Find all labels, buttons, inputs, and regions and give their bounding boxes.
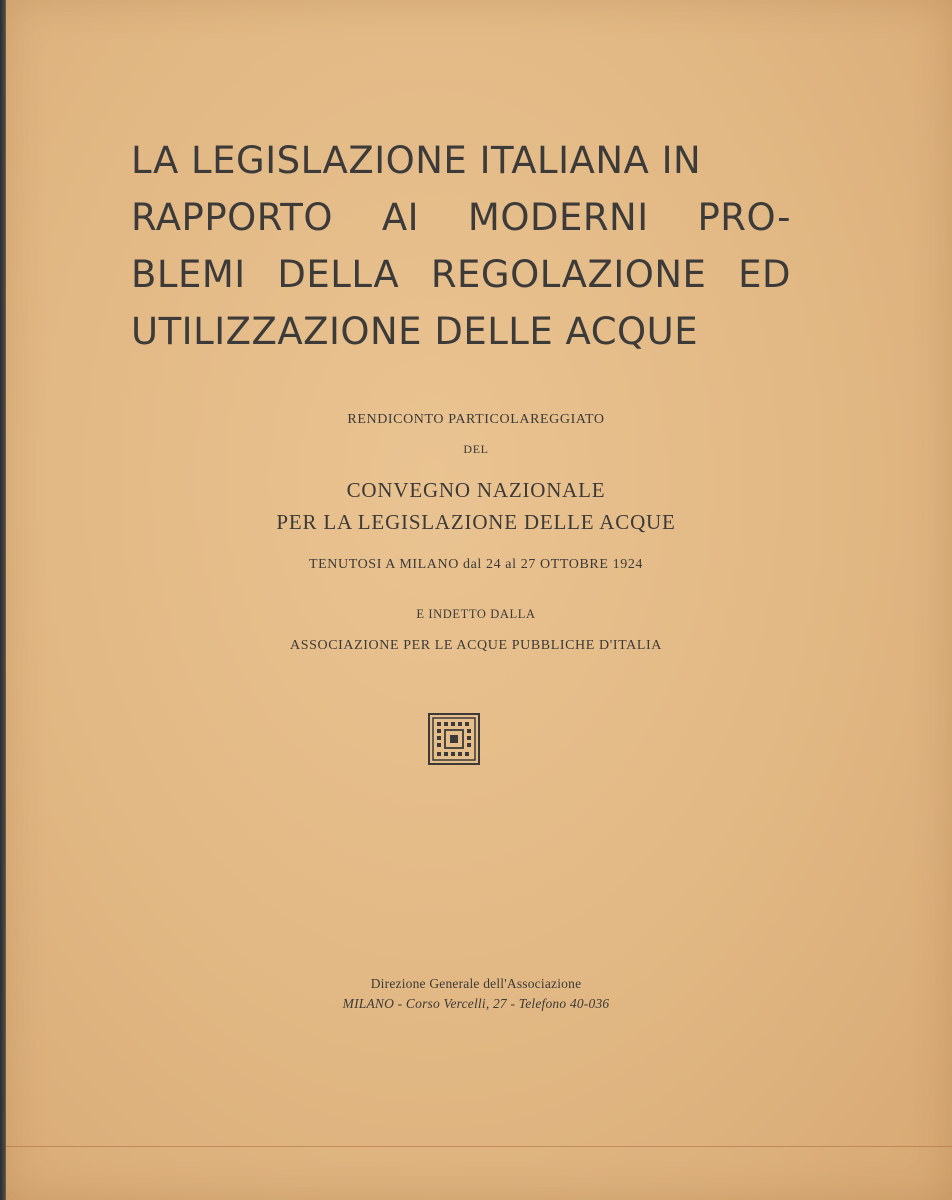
del-label: DEL	[463, 442, 489, 456]
book-cover	[6, 0, 952, 1200]
publisher-line-2: MILANO - Corso Vercelli, 27 - Telefono 40-036	[342, 996, 610, 1011]
book-title	[131, 132, 791, 360]
publisher-line-1: Direzione Generale dell'Associazione	[370, 976, 582, 991]
title-line-3: BLEMI DELLA REGOLAZIONE ED	[131, 253, 791, 296]
held-line: TENUTOSI A MILANO dal 24 al 27 OTTOBRE 1924	[308, 557, 644, 572]
convention-title-line-1: CONVEGNO NAZIONALE	[346, 478, 606, 502]
divider-line	[6, 1146, 952, 1147]
title-line-2: RAPPORTO AI MODERNI PRO-	[131, 196, 791, 239]
organized-label: E INDETTO DALLA	[416, 607, 536, 621]
title-line-4: UTILIZZAZIONE DELLE ACQUE	[131, 310, 699, 353]
report-label: RENDICONTO PARTICOLAREGGIATO	[347, 412, 605, 427]
square-ornament-icon	[428, 713, 480, 765]
title-line-1: LA LEGISLAZIONE ITALIANA IN	[131, 139, 702, 182]
association-line: ASSOCIAZIONE PER LE ACQUE PUBBLICHE D'ITALIA	[290, 638, 662, 653]
convention-title-line-2: PER LA LEGISLAZIONE DELLE ACQUE	[276, 510, 676, 534]
